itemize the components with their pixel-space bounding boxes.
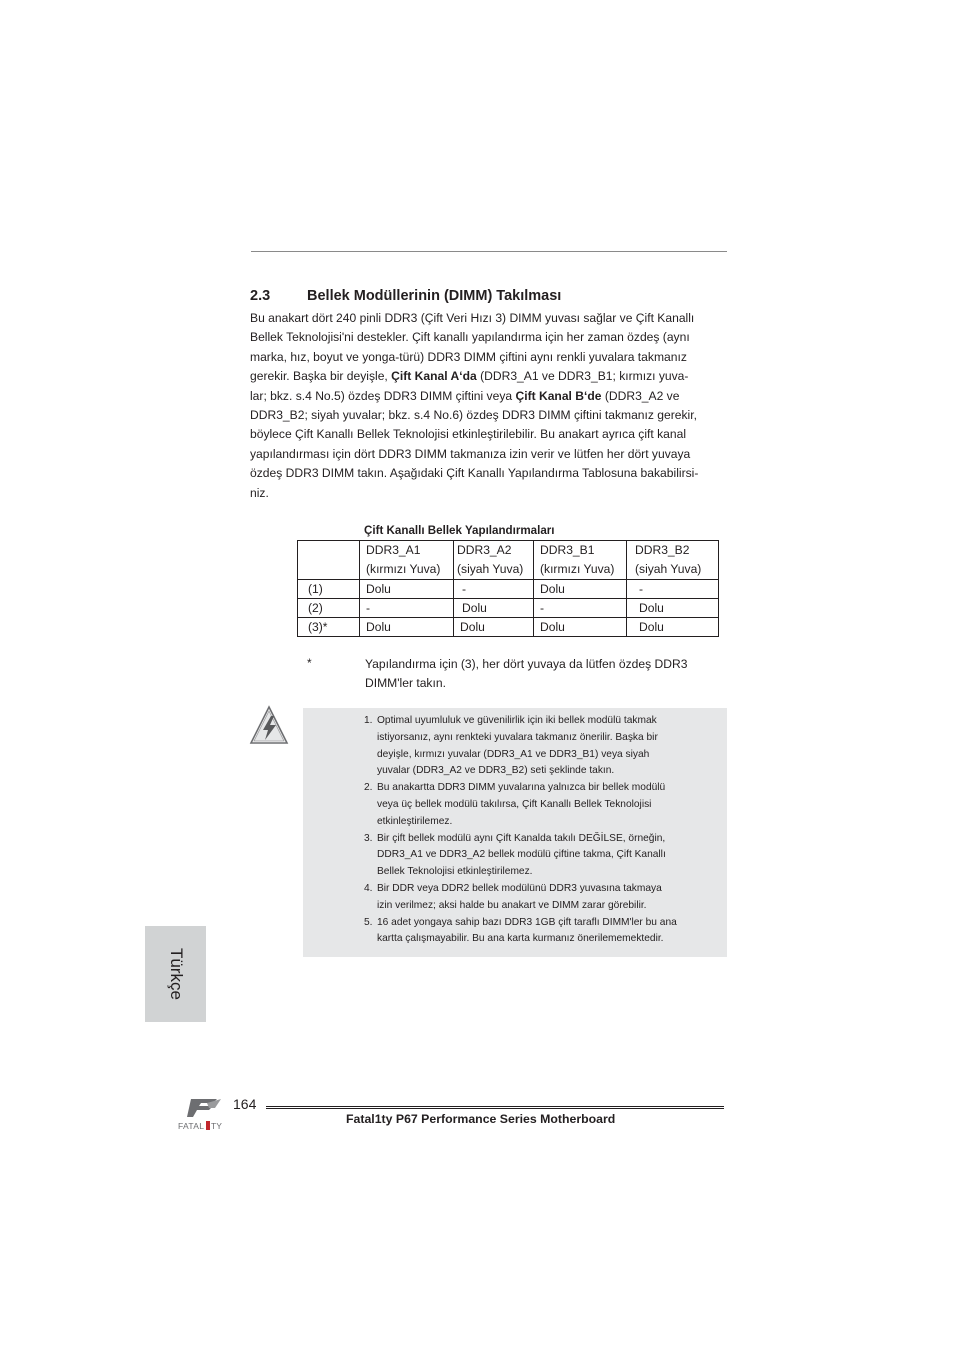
- column-header: [534, 541, 627, 580]
- language-tab: [145, 926, 206, 1022]
- emphasis: Çift Kanal B‘de: [515, 388, 602, 403]
- note-item: [364, 713, 720, 780]
- svg-text:TY: TY: [211, 1121, 222, 1131]
- table-row: [298, 580, 719, 599]
- table-row: [298, 599, 719, 618]
- note-line: izin verilmez; aksi halde bu anakart ve DIMM zarar görebilir.: [377, 899, 647, 911]
- section-heading: [250, 288, 561, 304]
- note-item: [364, 915, 720, 949]
- notes-list: [364, 713, 720, 948]
- note-line: Bir DDR veya DDR2 bellek modülünü DDR3 yuvasına takmaya: [377, 882, 662, 894]
- table-cell: -: [627, 580, 719, 599]
- table-header-row: [298, 541, 719, 580]
- intro-paragraph: [250, 309, 728, 503]
- footer-title: Fatal1ty P67 Performance Series Motherboard: [346, 1112, 616, 1126]
- table-cell: -: [454, 580, 534, 599]
- emphasis: Çift Kanal A‘da: [391, 369, 477, 384]
- svg-text:FATAL: FATAL: [178, 1121, 205, 1131]
- dual-channel-config-table: [297, 540, 719, 637]
- paragraph-line: lar; bkz. s.4 No.5) özdeş DDR3 DIMM çiftini veya Çift Kanal B‘de (DDR3_A2 ve: [250, 388, 680, 403]
- table-cell: Dolu: [454, 599, 534, 618]
- footnote-line: DIMM'ler takın.: [365, 676, 446, 691]
- note-number: 2.: [364, 782, 373, 794]
- note-line: Bu anakartta DDR3 DIMM yuvalarına yalnızca bir bellek modülü: [377, 782, 666, 794]
- note-line: yuvalar (DDR3_A2 ve DDR3_B2) seti şeklinde takın.: [377, 765, 615, 777]
- table-cell: -: [360, 599, 454, 618]
- note-line: Bellek Teknolojisi etkinleştirilemez.: [377, 866, 533, 878]
- table-cell: Dolu: [534, 618, 627, 637]
- row-label: (1): [298, 580, 360, 599]
- note-number: 4.: [364, 882, 373, 894]
- warning-icon: [249, 705, 289, 745]
- table-cell: Dolu: [360, 618, 454, 637]
- footnote-text: [365, 655, 725, 694]
- footer-divider: [266, 1106, 724, 1107]
- footnote-marker: *: [307, 656, 312, 670]
- column-slot: DDR3_A1: [366, 543, 421, 557]
- note-item: [364, 881, 720, 915]
- paragraph-line: Bu anakart dört 240 pinli DDR3 (Çift Veri Hızı 3) DIMM yuvası sağlar ve Çift Kanallı: [250, 311, 695, 325]
- footnote-line: Yapılandırma için (3), her dört yuvaya da lütfen özdeş DDR3: [365, 657, 688, 671]
- column-slot: DDR3_B2: [635, 543, 690, 557]
- column-header: [360, 541, 454, 580]
- note-number: 3.: [364, 832, 373, 844]
- note-item: [364, 780, 720, 830]
- note-line: veya üç bellek modülü takılırsa, Çift Kanallı Bellek Teknolojisi: [377, 798, 652, 810]
- note-line: Optimal uyumluluk ve güvenilirlik için iki bellek modülü takmak: [377, 715, 657, 726]
- column-header: [627, 541, 719, 580]
- note-line: deyişle, kırmızı yuvalar (DDR3_A1 ve DDR3_B1) veya siyah: [377, 748, 650, 760]
- table-row: [298, 618, 719, 637]
- row-label: (3)*: [298, 618, 360, 637]
- paragraph-line: Bellek Teknolojisi'ni destekler. Çift kanallı yapılandırma için her zaman özdeş (aynı: [250, 330, 690, 345]
- language-label: Türkçe: [166, 948, 186, 1000]
- section-number: 2.3: [250, 288, 271, 304]
- note-line: 16 adet yongaya sahip bazı DDR3 1GB çift taraflı DIMM'ler bu ana: [377, 916, 677, 928]
- column-slot-color: (kırmızı Yuva): [540, 562, 615, 576]
- row-label: (2): [298, 599, 360, 618]
- table-cell: Dolu: [627, 599, 719, 618]
- note-line: kartta çalışmayabilir. Bu ana karta kurmanız önerilememektedir.: [377, 933, 664, 945]
- table-cell: Dolu: [454, 618, 534, 637]
- column-slot: DDR3_A2: [457, 543, 512, 557]
- table-cell: Dolu: [360, 580, 454, 599]
- note-item: [364, 831, 720, 881]
- note-line: etkinleştirilemez.: [377, 815, 453, 827]
- column-slot-color: (siyah Yuva): [635, 562, 702, 576]
- top-divider: [251, 251, 727, 252]
- footer-divider: [266, 1108, 724, 1109]
- paragraph-line: marka, hız, boyut ve yonga-türü) DDR3 DIMM çiftini aynı renkli yuvalara takmanız: [250, 349, 687, 364]
- table-corner-cell: [298, 541, 360, 580]
- paragraph-line: özdeş DDR3 DIMM takın. Aşağıdaki Çift Kanallı Yapılandırma Tablosuna bakabilirsi-: [250, 466, 699, 481]
- column-slot-color: (kırmızı Yuva): [366, 562, 441, 576]
- note-line: Bir çift bellek modülü aynı Çift Kanalda takılı DEĞİLSE, örneğin,: [377, 832, 666, 844]
- note-line: DDR3_A1 ve DDR3_A2 bellek modülü çiftine takma, Çift Kanallı: [377, 849, 666, 861]
- table-cell: Dolu: [534, 580, 627, 599]
- paragraph-line: yapılandırması için dört DDR3 DIMM takmanıza izin verir ve lütfen her dört yuvaya: [250, 446, 691, 461]
- fatal1ty-logo: [177, 1097, 233, 1133]
- column-slot-color: (siyah Yuva): [457, 562, 524, 576]
- column-header: [454, 541, 534, 580]
- page-number: 164: [233, 1096, 257, 1112]
- paragraph-line: niz.: [250, 485, 269, 500]
- table-cell: -: [534, 599, 627, 618]
- table-cell: Dolu: [627, 618, 719, 637]
- note-number: 1.: [364, 715, 373, 726]
- column-slot: DDR3_B1: [540, 543, 595, 557]
- paragraph-line: böylece Çift Kanallı Bellek Teknolojisi etkinleştirilebilir. Bu anakart ayrıca çift kanal: [250, 427, 687, 442]
- section-title: Bellek Modüllerinin (DIMM) Takılması: [307, 288, 562, 304]
- note-number: 5.: [364, 916, 373, 928]
- paragraph-line: DDR3_B2; siyah yuvalar; bkz. s.4 No.6) özdeş DDR3 DIMM çiftini takmanız gerekir,: [250, 408, 697, 423]
- note-line: istiyorsanız, aynı renkteki yuvalara takmanız önerilir. Başka bir: [377, 731, 658, 743]
- table-title: Çift Kanallı Bellek Yapılandırmaları: [364, 524, 555, 537]
- paragraph-line: gerekir. Başka bir deyişle, Çift Kanal A‘da (DDR3_A1 ve DDR3_B1; kırmızı yuva-: [250, 369, 689, 384]
